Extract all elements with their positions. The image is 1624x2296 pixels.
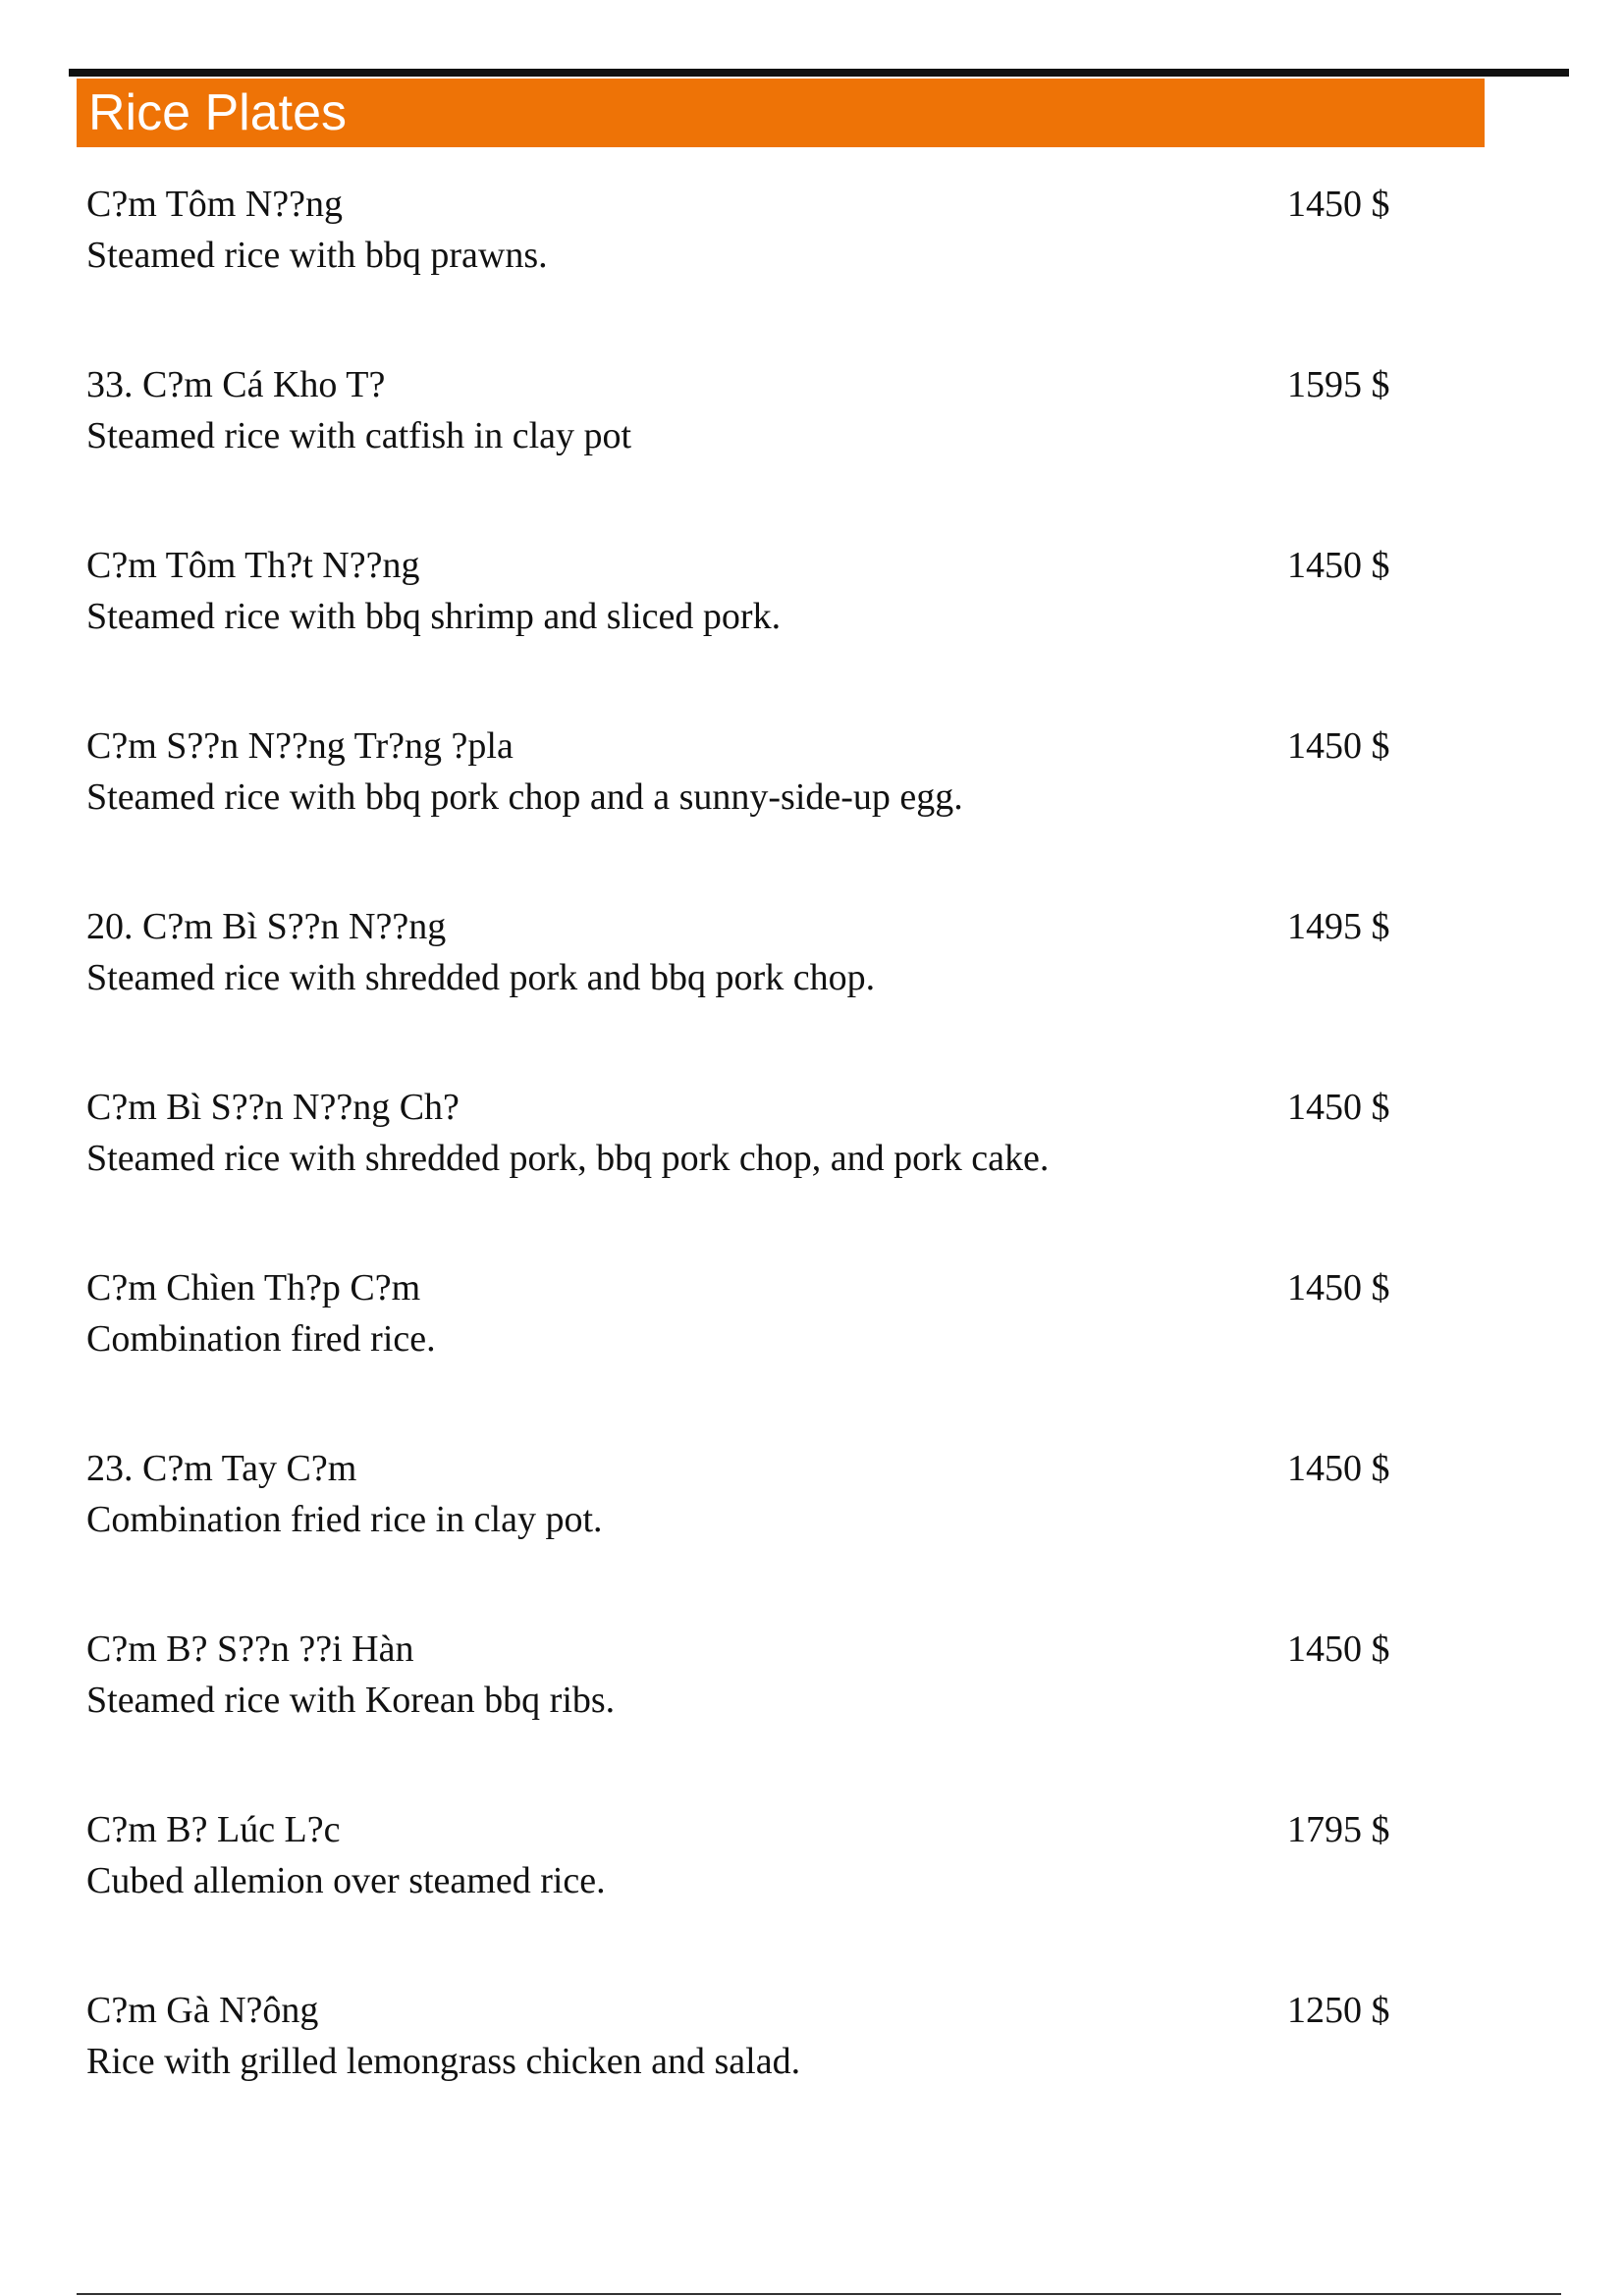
menu-item-name: 20. C?m Bì S??n N??ng xyxy=(86,906,447,947)
menu-item-name: C?m B? S??n ??i Hàn xyxy=(86,1629,414,1670)
menu-item-description: Steamed rice with bbq pork chop and a sunny-side-up egg. xyxy=(86,776,963,818)
section-title: Rice Plates xyxy=(88,84,347,141)
menu-item-name: 33. C?m Cá Kho T? xyxy=(86,364,386,405)
menu-item-price: 1450 $ xyxy=(1287,545,1390,586)
menu-item-description: Steamed rice with shredded pork, bbq pork chop, and pork cake. xyxy=(86,1138,1050,1179)
menu-item-name: C?m S??n N??ng Tr?ng ?pla xyxy=(86,725,514,767)
menu-item-price: 1450 $ xyxy=(1287,1448,1390,1489)
menu-item-price: 1450 $ xyxy=(1287,1267,1390,1308)
menu-item-description: Combination fired rice. xyxy=(86,1318,436,1360)
menu-item-name: C?m B? Lúc L?c xyxy=(86,1809,341,1850)
menu-item-name: C?m Gà N?ông xyxy=(86,1990,319,2031)
menu-item-name: C?m Chìen Th?p C?m xyxy=(86,1267,421,1308)
menu-item-price: 1495 $ xyxy=(1287,906,1390,947)
menu-item-description: Rice with grilled lemongrass chicken and salad. xyxy=(86,2041,801,2082)
menu-item xyxy=(86,1802,1402,1983)
menu-item xyxy=(86,1080,1402,1260)
menu-item-name: C?m Bì S??n N??ng Ch? xyxy=(86,1087,460,1128)
top-divider xyxy=(69,69,1569,77)
menu-item xyxy=(86,1622,1402,1802)
menu-item xyxy=(86,1260,1402,1441)
menu-item-description: Steamed rice with shredded pork and bbq pork chop. xyxy=(86,957,876,998)
menu-item-name: 23. C?m Tay C?m xyxy=(86,1448,357,1489)
menu-item-price: 1450 $ xyxy=(1287,1629,1390,1670)
menu-list xyxy=(86,177,1402,2163)
menu-item-description: Combination fried rice in clay pot. xyxy=(86,1499,603,1540)
menu-item-description: Steamed rice with bbq shrimp and sliced pork. xyxy=(86,596,782,637)
menu-item-price: 1795 $ xyxy=(1287,1809,1390,1850)
menu-item xyxy=(86,538,1402,719)
menu-item-description: Steamed rice with bbq prawns. xyxy=(86,235,548,276)
menu-item xyxy=(86,177,1402,357)
menu-item-description: Steamed rice with Korean bbq ribs. xyxy=(86,1680,616,1721)
bottom-divider xyxy=(77,2293,1561,2295)
menu-item-price: 1595 $ xyxy=(1287,364,1390,405)
section-header xyxy=(77,79,1485,147)
menu-item xyxy=(86,899,1402,1080)
menu-item xyxy=(86,357,1402,538)
menu-item-name: C?m Tôm N??ng xyxy=(86,184,344,225)
menu-item-name: C?m Tôm Th?t N??ng xyxy=(86,545,420,586)
menu-item xyxy=(86,1983,1402,2163)
menu-item-price: 1450 $ xyxy=(1287,1087,1390,1128)
menu-item-description: Cubed allemion over steamed rice. xyxy=(86,1860,606,1901)
menu-item xyxy=(86,719,1402,899)
menu-item-description: Steamed rice with catfish in clay pot xyxy=(86,415,632,456)
menu-item-price: 1450 $ xyxy=(1287,725,1390,767)
menu-item-price: 1250 $ xyxy=(1287,1990,1390,2031)
menu-item xyxy=(86,1441,1402,1622)
menu-item-price: 1450 $ xyxy=(1287,184,1390,225)
